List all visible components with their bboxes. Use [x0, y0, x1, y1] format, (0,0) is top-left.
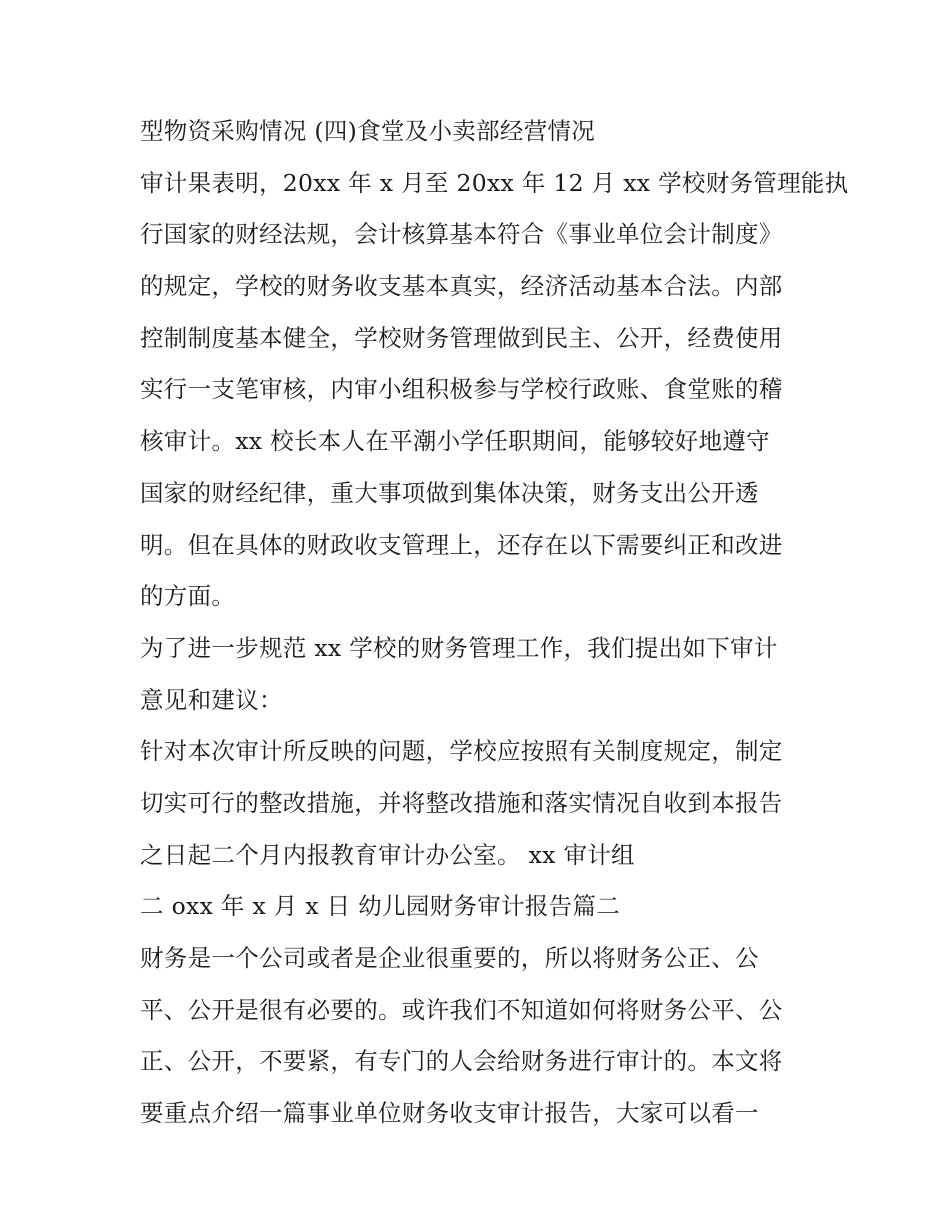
- text-line: 要重点介绍一篇事业单位财务收支审计报告，大家可以看一: [140, 1099, 759, 1128]
- text-line: 明。但在具体的财政收支管理上，还存在以下需要纠正和改进: [140, 530, 783, 559]
- text-line: 之日起二个月内报教育审计办公室。 xx 审计组: [140, 840, 635, 869]
- text-line: 二 oxx 年 x 月 x 日 幼儿园财务审计报告篇二: [140, 892, 621, 921]
- text-line: 平、公开是很有必要的。或许我们不知道如何将财务公平、公: [140, 995, 783, 1024]
- text-line: 审计果表明，20xx 年 x 月至 20xx 年 12 月 xx 学校财务管理能执: [140, 168, 849, 197]
- text-line: 为了进一步规范 xx 学校的财务管理工作，我们提出如下审计: [140, 633, 778, 662]
- text-line: 型物资采购情况 (四)食堂及小卖部经营情况: [140, 117, 596, 145]
- text-line: 国家的财经纪律，重大事项做到集体决策，财务支出公开透: [140, 478, 759, 507]
- document-body: [140, 106, 849, 1140]
- text-line: 行国家的财经法规，会计核算基本符合《事业单位会计制度》: [140, 220, 783, 249]
- text-line: 正、公开，不要紧，有专门的人会给财务进行审计的。本文将: [140, 1047, 783, 1076]
- text-line: 切实可行的整改措施，并将整改措施和落实情况自收到本报告: [140, 788, 783, 817]
- text-line: 财务是一个公司或者是企业很重要的，所以将财务公正、公: [140, 944, 759, 972]
- text-line: 控制制度基本健全，学校财务管理做到民主、公开，经费使用: [140, 323, 783, 352]
- text-line: 的方面。: [140, 582, 236, 611]
- text-line: 实行一支笔审核，内审小组积极参与学校行政账、食堂账的稽: [140, 375, 783, 404]
- text-line: 针对本次审计所反映的问题，学校应按照有关制度规定，制定: [140, 737, 783, 766]
- text-line: 意见和建议：: [140, 685, 283, 714]
- text-line: 核审计。xx 校长本人在平潮小学任职期间，能够较好地遵守: [140, 427, 770, 456]
- text-line: 的规定，学校的财务收支基本真实，经济活动基本合法。内部: [140, 272, 783, 301]
